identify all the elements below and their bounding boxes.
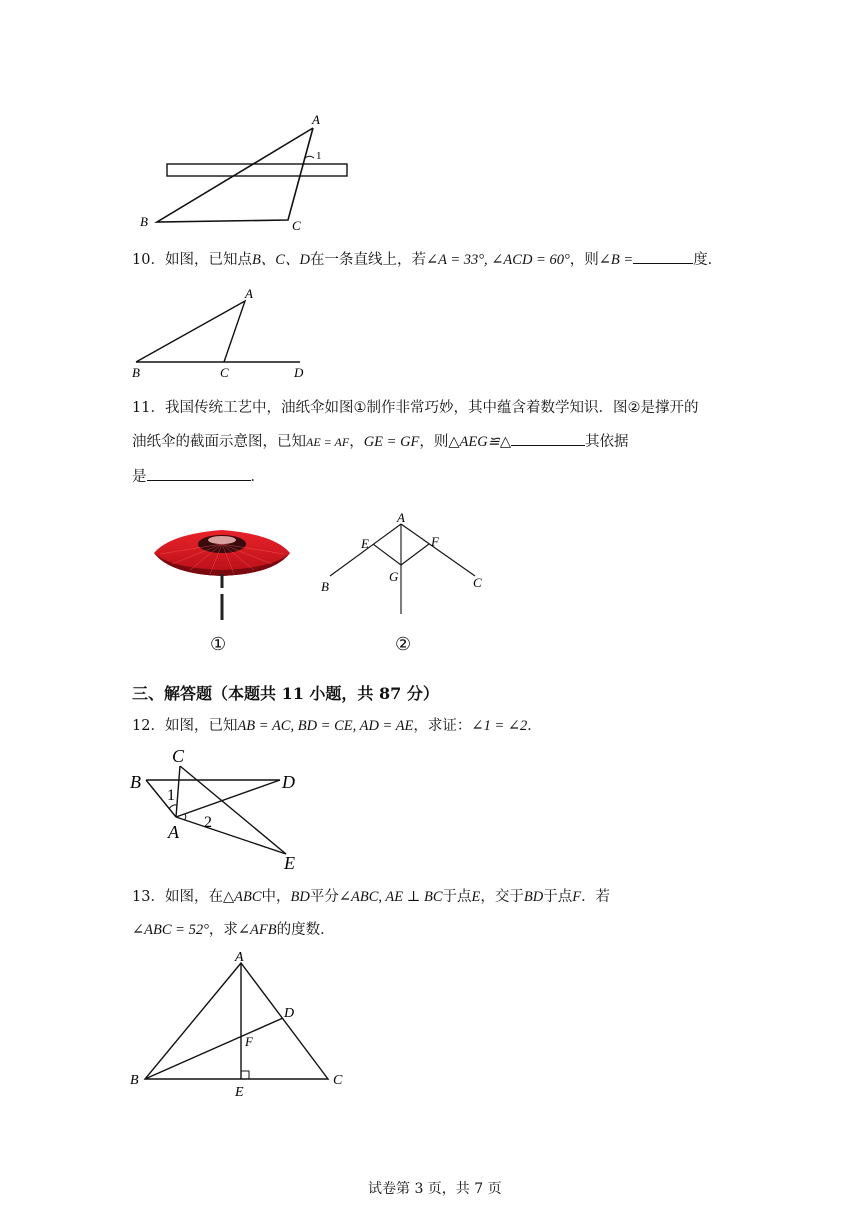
q11-line1-post: 是撑开的 (640, 400, 699, 416)
right-angle-mark (241, 1071, 249, 1079)
line-ca (176, 766, 180, 817)
figure-2-ref: ② (627, 400, 641, 416)
question-12-text (132, 716, 542, 736)
label-a: A (235, 950, 244, 965)
question-11-line-2 (132, 431, 629, 452)
question-11-line-3 (132, 466, 265, 487)
q10-text-post2: 度． (693, 252, 723, 268)
label-b: B (130, 772, 141, 792)
answer-blank-1[interactable] (511, 431, 585, 446)
q11-line1-mid: 制作非常巧妙，其中蕴含着数学知识．图 (366, 400, 628, 416)
label-angle-2: 2 (204, 814, 212, 831)
label-c: C (473, 575, 482, 590)
q13-point-e: E (471, 889, 481, 905)
label-b: B (321, 579, 329, 594)
figure-1-ref: ① (353, 400, 367, 416)
q10-text-post1: ，则 (569, 252, 599, 268)
q11-line1-pre: 我国传统工艺中，油纸伞如图 (164, 400, 354, 416)
label-b: B (132, 365, 140, 380)
figure-q11-diagram (315, 510, 495, 620)
label-e: E (361, 536, 369, 551)
q13-e: 于点 (543, 889, 573, 905)
label-a: A (245, 286, 253, 301)
label-f: F (245, 1034, 253, 1049)
q13-a: 中， (261, 889, 291, 905)
answer-blank[interactable] (633, 249, 693, 264)
q13-line2-mid: ，求 (208, 922, 238, 938)
line-ad (176, 780, 280, 817)
label-b: B (130, 1073, 139, 1088)
label-c: C (292, 218, 301, 233)
q11-cond-2: GE = GF (363, 434, 420, 450)
q13-b: 平分 (309, 889, 339, 905)
figure-q12 (128, 742, 318, 872)
q13-d: ，交于 (480, 889, 524, 905)
q12-condition: AB = AC, BD = CE, AD = AE (237, 718, 414, 734)
label-a: A (312, 112, 320, 127)
label-f: F (431, 534, 439, 549)
q11-line3-post: ． (250, 469, 265, 485)
caption-figure-2: ② (395, 634, 412, 655)
question-number: 10． (132, 252, 165, 268)
q13-angle-abc: ∠ABC, AE ⊥ BC (338, 889, 443, 905)
q13-bd: BD (290, 889, 310, 905)
q12-text-mid: ，求证： (413, 718, 472, 734)
triangle-abc (136, 301, 245, 362)
caption-figure-1: ① (210, 634, 227, 655)
q11-line2-pre: 油纸伞的截面示意图，已知 (132, 434, 306, 450)
figure-q9 (130, 108, 370, 238)
line-ac (401, 524, 475, 576)
q10-text-mid: 在一条直线上，若 (309, 252, 426, 268)
label-c: C (172, 746, 185, 766)
q12-text-post: ． (527, 718, 542, 734)
q13-point-f: F (572, 889, 582, 905)
q11-cond-1: AE = AF (306, 435, 350, 449)
q12-text-pre: 如图，已知 (164, 718, 238, 734)
label-e: E (235, 1085, 244, 1100)
q10-text-pre: 如图，已知点 (164, 252, 252, 268)
label-d: D (282, 772, 295, 792)
q11-congruence: △AEG≌△ (448, 434, 512, 450)
question-number: 13． (132, 889, 165, 905)
label-c: C (220, 365, 229, 380)
umbrella-handle-tip (221, 588, 224, 594)
q11-sep: ， (349, 434, 364, 450)
question-13-line-2 (132, 920, 335, 940)
page-footer: 试卷第 3 页，共 7 页 (368, 1181, 502, 1197)
q13-f: ．若 (581, 889, 611, 905)
label-g: G (389, 569, 399, 584)
q13-ask: ∠AFB (237, 922, 277, 938)
label-d: D (294, 365, 304, 380)
q11-line2-post: 其依据 (585, 434, 629, 450)
label-c: C (333, 1073, 343, 1088)
q13-line2-post: 的度数． (276, 922, 335, 938)
umbrella-handle (221, 574, 224, 620)
section-3-title: 三、解答题（本题共 11 小题，共 87 分） (132, 684, 439, 703)
q13-triangle: △ABC (222, 889, 262, 905)
q11-line2-mid: ，则 (419, 434, 449, 450)
question-10-text (132, 249, 722, 270)
question-number: 12． (132, 718, 165, 734)
q13-c: 于点 (442, 889, 472, 905)
umbrella-illustration (150, 520, 295, 624)
angle-1-arc (169, 805, 177, 809)
figure-q10 (128, 282, 318, 382)
q12-goal: ∠1 = ∠2 (471, 718, 528, 734)
umbrella-top (208, 536, 236, 544)
label-e: E (284, 853, 295, 872)
label-angle-1: 1 (316, 150, 322, 162)
q13-bd-2: BD (523, 889, 544, 905)
label-b: B (140, 214, 148, 229)
question-13-line-1 (132, 887, 610, 907)
label-a: A (397, 510, 405, 525)
answer-blank-2[interactable] (147, 466, 251, 481)
q13-pre: 如图，在 (164, 889, 223, 905)
question-11-line-1 (132, 398, 698, 418)
figure-q13 (128, 948, 358, 1103)
line-ae (176, 817, 286, 854)
q10-condition: ∠A = 33°, ∠ACD = 60° (425, 252, 570, 268)
ruler-strip (167, 164, 347, 176)
label-a: A (168, 822, 179, 842)
label-angle-1: 1 (167, 787, 175, 804)
q13-given: ∠ABC = 52° (132, 922, 209, 938)
q11-line3-pre: 是 (132, 469, 147, 485)
q10-ask: ∠B = (598, 252, 634, 268)
q10-points: B、C、D (251, 252, 310, 268)
label-d: D (284, 1006, 295, 1021)
question-number: 11． (132, 400, 165, 416)
line-bd (145, 1018, 283, 1079)
triangle-abc (157, 128, 313, 222)
triangle-abc (145, 963, 328, 1079)
